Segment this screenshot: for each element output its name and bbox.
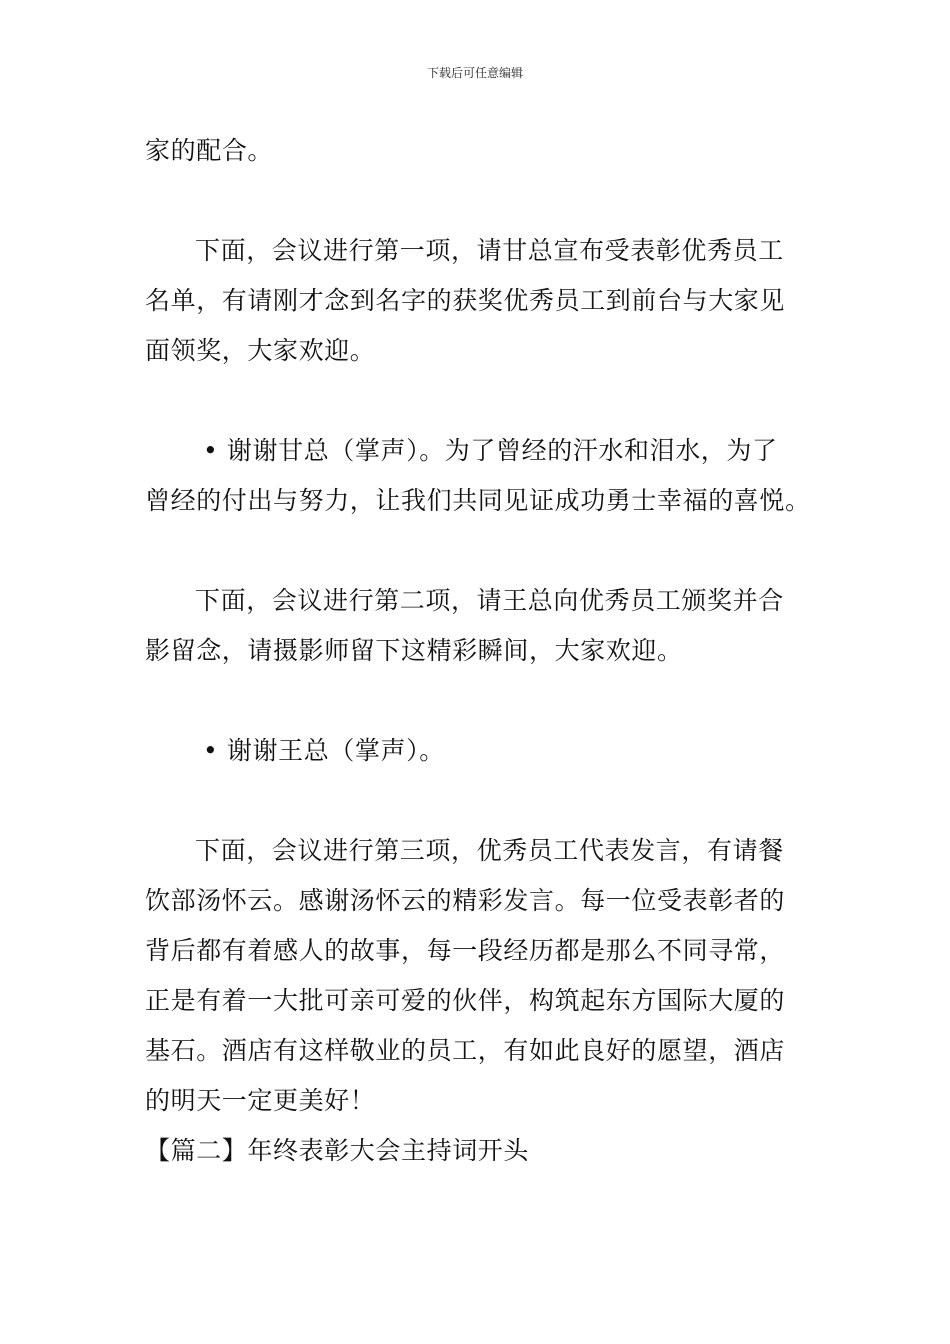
paragraph-line: 名单，有请刚才念到名字的获奖优秀员工到前台与大家见 [145, 286, 786, 315]
paragraph-gap [145, 176, 810, 226]
document-body [145, 126, 810, 1176]
paragraph-gap [145, 776, 810, 826]
paragraph-line: 家的配合。 [145, 136, 274, 165]
paragraph-line: 的明天一定更美好！ [145, 1086, 376, 1115]
paragraph-line: 曾经的付出与努力，让我们共同见证成功勇士幸福的喜悦。 [145, 486, 811, 515]
paragraph-line: 面领奖，大家欢迎。 [145, 336, 376, 365]
page-header: 下载后可任意编辑 [426, 66, 523, 80]
paragraph-line: 影留念，请摄影师留下这精彩瞬间，大家欢迎。 [145, 636, 683, 665]
paragraph-gap [145, 376, 810, 426]
paragraph-gap [145, 526, 810, 576]
paragraph-line: 下面，会议进行第三项，优秀员工代表发言，有请餐 [195, 836, 784, 865]
paragraph-line: 下面，会议进行第一项，请甘总宣布受表彰优秀员工 [195, 236, 784, 265]
paragraph-line: 基石。酒店有这样敬业的员工，有如此良好的愿望，酒店 [145, 1036, 786, 1065]
section-heading: 【篇二】年终表彰大会主持词开头 [145, 1136, 530, 1165]
paragraph-line: 背后都有着感人的故事，每一段经历都是那么不同寻常， [145, 936, 786, 965]
paragraph-line: 正是有着一大批可亲可爱的伙伴，构筑起东方国际大厦的 [145, 986, 786, 1015]
paragraph-gap [145, 676, 810, 726]
bullet-line: • 谢谢王总（掌声）。 [203, 736, 445, 765]
bullet-line: • 谢谢甘总（掌声）。为了曾经的汗水和泪水，为了 [203, 436, 778, 465]
paragraph-line: 下面，会议进行第二项，请王总向优秀员工颁奖并合 [195, 586, 784, 615]
paragraph-line: 饮部汤怀云。感谢汤怀云的精彩发言。每一位受表彰者的 [145, 886, 786, 915]
